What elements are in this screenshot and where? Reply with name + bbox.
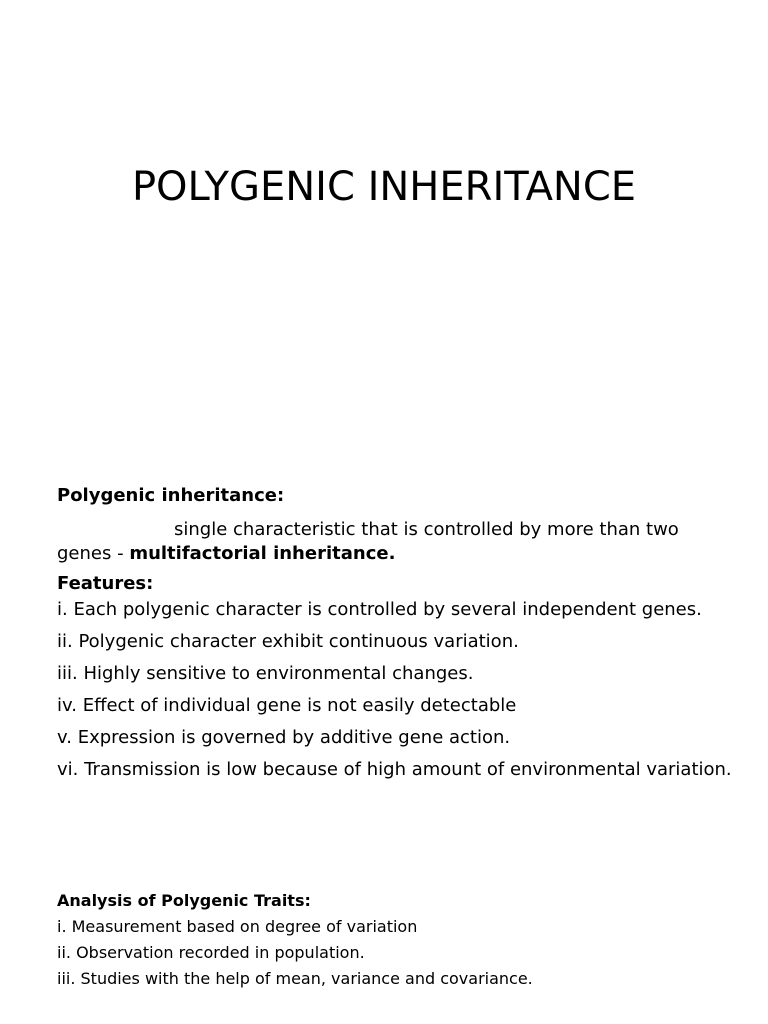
feature-item: ii. Polygenic character exhibit continuous variation. <box>57 631 519 652</box>
feature-item: v. Expression is governed by additive gene action. <box>57 727 511 748</box>
page-title: POLYGENIC INHERITANCE <box>131 164 637 210</box>
definition-heading: Polygenic inheritance: <box>57 485 285 506</box>
analysis-heading: Analysis of Polygenic Traits: <box>57 891 311 910</box>
feature-item: i. Each polygenic character is controlled by several independent genes. <box>57 599 702 620</box>
analysis-item: ii. Observation recorded in population. <box>57 943 365 962</box>
features-list <box>57 598 737 782</box>
definition-text <box>57 518 737 566</box>
features-heading: Features: <box>57 573 154 594</box>
feature-item: iv. Effect of individual gene is not easily detectable <box>57 695 517 716</box>
analysis-item: i. Measurement based on degree of variation <box>57 917 418 936</box>
analysis-section <box>57 888 737 992</box>
definition-emphasis: multifactorial inheritance. <box>129 543 396 564</box>
analysis-list <box>57 914 737 992</box>
definition-body: single characteristic that is controlled by more than two genes - <box>57 519 679 564</box>
feature-item: iii. Highly sensitive to environmental changes. <box>57 663 474 684</box>
definition-section <box>57 484 737 790</box>
feature-item: vi. Transmission is low because of high amount of environmental variation. <box>57 759 732 780</box>
analysis-item: iii. Studies with the help of mean, variance and covariance. <box>57 969 533 988</box>
